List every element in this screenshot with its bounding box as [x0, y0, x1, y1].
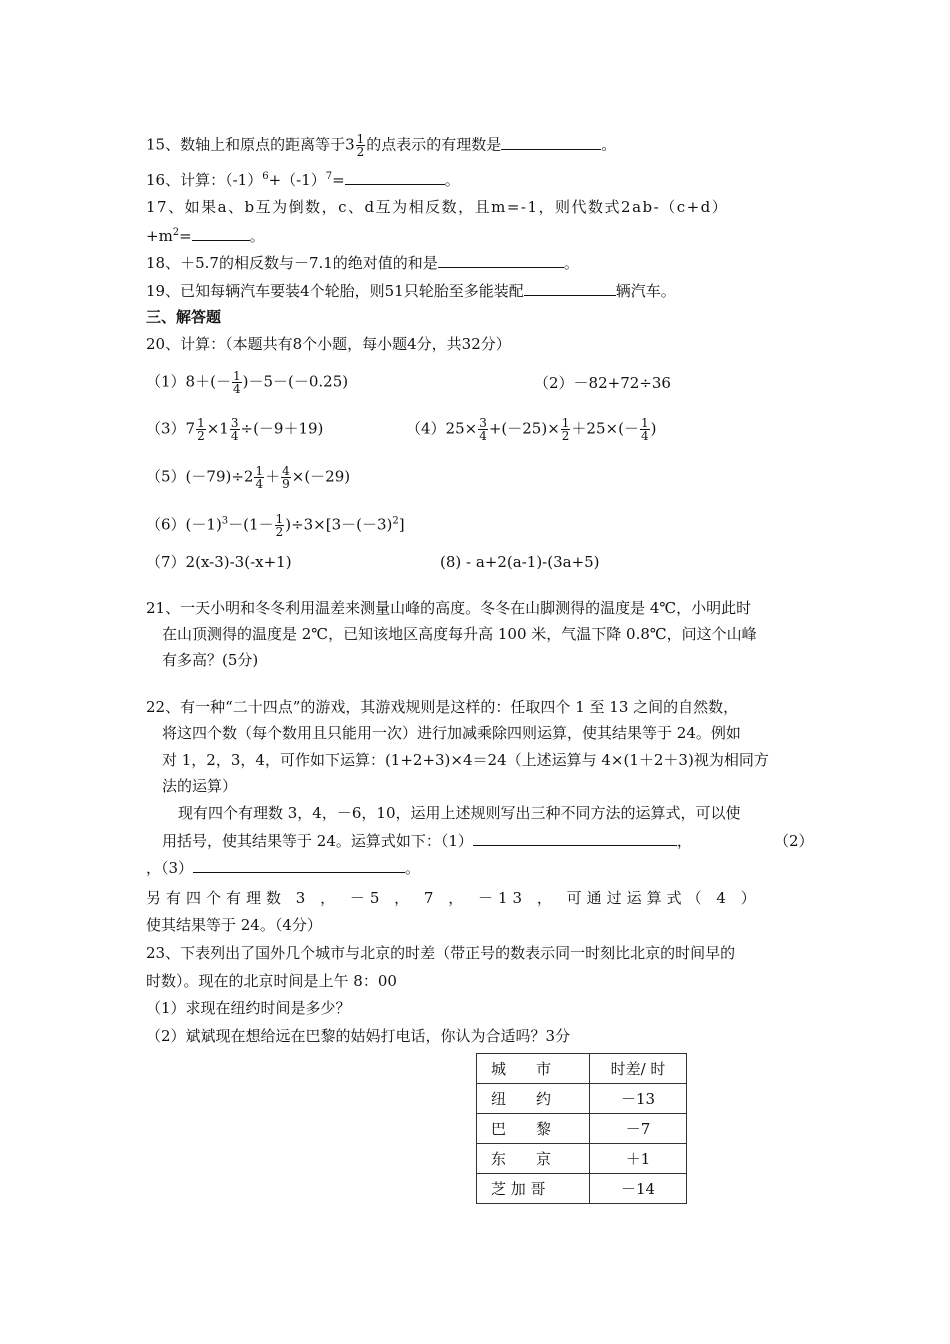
table-row: [477, 1114, 687, 1144]
question-22-line4: 法的运算）: [162, 777, 238, 795]
fraction: $\frac{4}{9}$: [282, 464, 290, 491]
table-cell: 芝 加 哥: [477, 1174, 590, 1204]
question-22-part2-label: （2）: [774, 832, 814, 850]
q20-part-1: （1）8＋(－ $\frac{1}{4}$ )－5－(－0.25): [146, 369, 349, 396]
question-22-line3: 对 1，2，3，4，可作如下运算：(1+2+3)×4＝24（上述运算与 4×(1＋2＋3)视为相同方: [162, 751, 769, 769]
answer-blank[interactable]: [192, 226, 250, 241]
q20-part-2: （2）－82+72÷36: [534, 374, 671, 392]
fraction: $\frac{1}{4}$: [640, 416, 649, 443]
fraction: $\frac{3}{4}$: [230, 416, 239, 443]
question-22-line2: 将这四个数（每个数用且只能用一次）进行加减乘除四则运算，使其结果等于 24。例如: [162, 724, 741, 742]
fraction: $\frac{1}{2}$: [356, 132, 365, 159]
answer-blank[interactable]: [345, 170, 445, 185]
table-header: 城 市: [477, 1054, 590, 1084]
table-cell: 东 京: [477, 1144, 590, 1174]
q20-part-7: （7）2(x-3)-3(-x+1): [146, 553, 292, 571]
time-difference-table: [476, 1053, 687, 1204]
answer-blank[interactable]: [524, 281, 616, 296]
question-21-line1: 21、一天小明和冬冬利用温差来测量山峰的高度。冬冬在山脚测得的温度是 4℃，小明此时: [146, 599, 752, 617]
question-21-line3: 有多高？(5分): [162, 651, 259, 669]
question-15: 15、数轴上和原点的距离等于3 $\frac{1}{2}$ 的点表示的有理数是 。: [146, 132, 617, 159]
q20-part-8: (8) - a+2(a-1)-(3a+5): [440, 553, 600, 571]
question-23-line2: 时数）。现在的北京时间是上午 8：00: [146, 972, 397, 990]
question-17-line1: 17、如果a、b互为倒数，c、d互为相反数，且m=-1，则代数式2ab-（c+d）: [146, 198, 729, 216]
question-21-line2: 在山顶测得的温度是 2℃，已知该地区高度每升高 100 米，气温下降 0.8℃，问这个山峰: [162, 625, 757, 643]
question-22-line9: 使其结果等于 24。（4分）: [146, 916, 322, 934]
table-cell: ＋1: [590, 1144, 687, 1174]
question-16: 16、计算：$(-1)^6+(-1)^7=$ 。: [146, 171, 460, 189]
q20-part-6: $(6)(-1)^3-(1-$ $\frac{1}{2}$ )$\div 3\times[3-(-3)^2]$: [146, 512, 405, 539]
question-23-line1: 23、下表列出了国外几个城市与北京的时差（带正号的数表示同一时刻比北京的时间早的: [146, 944, 736, 962]
question-22-line6: 用括号，使其结果等于 24。运算式如下：（1） ，: [162, 832, 692, 850]
table-header-row: [477, 1054, 687, 1084]
table-cell: －7: [590, 1114, 687, 1144]
table-cell: 巴 黎: [477, 1114, 590, 1144]
q20-part-3: （3）7 $\frac{1}{2}$ ×1 $\frac{3}{4}$ ÷(－9＋19): [146, 416, 324, 443]
answer-blank[interactable]: [438, 253, 564, 268]
question-23-part1: （1）求现在纽约时间是多少？: [146, 999, 351, 1017]
fraction: $\frac{1}{4}$: [255, 464, 264, 491]
q20-part-4: （4）25× $\frac{3}{4}$ +(－25)× $\frac{1}{2}$ ＋25×(－ $\frac{1}{4}$ ): [406, 416, 657, 443]
question-17-line2: $+m^2=$ 。: [146, 227, 265, 245]
table-cell: －14: [590, 1174, 687, 1204]
question-22-line5: 现有四个有理数 3，4，－6，10，运用上述规则写出三种不同方法的运算式，可以使: [178, 804, 741, 822]
table-cell: 纽 约: [477, 1084, 590, 1114]
fraction: $\frac{1}{4}$: [232, 369, 241, 396]
answer-blank[interactable]: [473, 831, 677, 846]
section-heading: 三、解答题: [146, 308, 222, 326]
q20-part-5: （5）(－79)÷2 $\frac{1}{4}$ ＋ $\frac{4}{9}$ ×(－29): [146, 464, 351, 491]
question-20-title: 20、计算：（本题共有8个小题，每小题4分，共32分）: [146, 335, 511, 353]
table-row: [477, 1084, 687, 1114]
answer-blank[interactable]: [501, 135, 601, 150]
question-22-line1: 22、有一种“二十四点”的游戏，其游戏规则是这样的：任取四个 1 至 13 之间的自然数，: [146, 698, 739, 716]
table-row: [477, 1144, 687, 1174]
fraction: $\frac{3}{4}$: [479, 416, 487, 443]
table-row: [477, 1174, 687, 1204]
table-cell: －13: [590, 1084, 687, 1114]
question-18: 18、＋5.7的相反数与－7.1的绝对值的和是 。: [146, 254, 579, 272]
question-23-part2: （2）斌斌现在想给远在巴黎的姑妈打电话，你认为合适吗？3分: [146, 1027, 571, 1045]
question-19: 19、已知每辆汽车要装4个轮胎，则51只轮胎至多能装配 辆汽车。: [146, 282, 676, 300]
answer-blank[interactable]: [193, 858, 405, 873]
fraction: $\frac{1}{2}$: [275, 512, 284, 539]
fraction: $\frac{1}{2}$: [197, 416, 205, 443]
table-header: 时差/ 时: [590, 1054, 687, 1084]
question-22-line8: 另有四个有理数 3 ， －5 ， 7 ， －13 ， 可通过运算式（ 4 ）: [146, 889, 761, 907]
fraction: $\frac{1}{2}$: [561, 416, 570, 443]
question-22-line7: ，（3） 。: [146, 859, 421, 877]
